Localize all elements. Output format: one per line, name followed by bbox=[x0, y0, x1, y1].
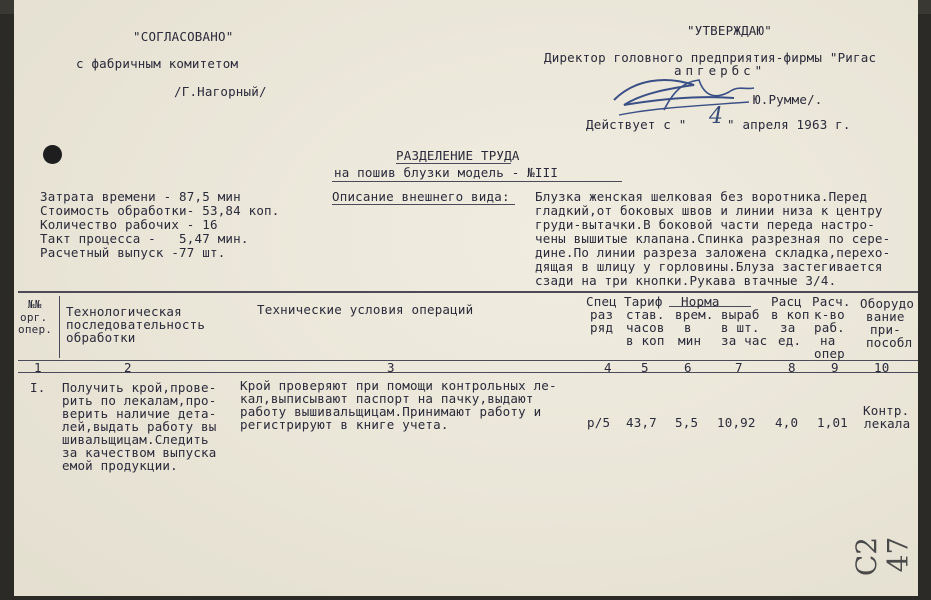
header-workers: Расч. bbox=[812, 294, 851, 309]
stat-workers: Количество рабочих - 16 bbox=[40, 217, 218, 232]
column-number: 7 bbox=[735, 360, 743, 375]
column-number: 5 bbox=[641, 360, 649, 375]
cell-equipment: лекала bbox=[864, 416, 911, 431]
stat-output: Расчетный выпуск -77 шт. bbox=[40, 245, 226, 260]
cell-output: 10,92 bbox=[717, 415, 756, 430]
pencil-mark: 47 bbox=[881, 536, 915, 573]
header-rate: Тариф bbox=[624, 294, 663, 309]
header-grade: Спец bbox=[586, 294, 617, 309]
cell-grade: р/5 bbox=[587, 415, 611, 430]
column-number: 3 bbox=[387, 360, 395, 375]
header-rate: став. bbox=[626, 307, 665, 322]
column-number: 9 bbox=[831, 360, 839, 375]
sequence-line: лей,выдать работу вы bbox=[62, 419, 217, 434]
header-output: за час bbox=[721, 333, 768, 348]
header-rate: часов bbox=[626, 320, 665, 335]
header-time: в bbox=[684, 320, 692, 335]
agreed-heading: "СОГЛАСОВАНО" bbox=[133, 29, 234, 44]
column-number: 1 bbox=[34, 360, 42, 375]
header-workers: на bbox=[820, 333, 836, 348]
signatory-left: /Г.Нагорный/ bbox=[174, 84, 267, 99]
conditions-line: Крой проверяют при помощи контрольных ле- bbox=[240, 378, 557, 393]
description-line: дящая в шлицу у горловины.Блуза застегивается bbox=[535, 259, 883, 274]
column-number: 10 bbox=[874, 360, 890, 375]
header-equipment: вание bbox=[866, 309, 905, 324]
conditions-line: регистрируют в книге учета. bbox=[240, 417, 449, 432]
description-line: чены вышитые клапана.Спинка разрезная по сере- bbox=[535, 231, 891, 246]
director-line1: Директор головного предприятия-фирмы "Ригас bbox=[544, 50, 877, 65]
title-underline bbox=[396, 163, 511, 164]
document-title: РАЗДЕЛЕНИЕ ТРУДА bbox=[396, 148, 520, 163]
punch-hole bbox=[43, 145, 62, 164]
table-top-rule bbox=[18, 291, 918, 293]
document-page bbox=[14, 0, 918, 596]
header-op-no: опер. bbox=[18, 323, 53, 336]
cell-workers: 1,01 bbox=[817, 415, 848, 430]
header-price: за bbox=[780, 320, 796, 335]
column-number: 6 bbox=[684, 360, 692, 375]
sequence-line: Получить крой,прове- bbox=[62, 380, 217, 395]
header-workers: к-во bbox=[814, 307, 845, 322]
sequence-line: шивальщицам.Следить bbox=[62, 432, 209, 447]
description-label: Описание внешнего вида: bbox=[332, 189, 510, 204]
header-rate: в коп bbox=[626, 333, 665, 348]
column-divider bbox=[59, 296, 60, 358]
stat-time: Затрата времени - 87,5 мин bbox=[40, 189, 241, 204]
description-line: сзади на три кнопки.Рукава втачные 3/4. bbox=[535, 273, 837, 288]
table-numbers-rule bbox=[18, 372, 918, 373]
header-workers: раб. bbox=[814, 320, 845, 335]
column-number: 2 bbox=[124, 360, 132, 375]
sequence-line: верить наличие дета- bbox=[62, 406, 217, 421]
header-price: Расц bbox=[771, 294, 802, 309]
description-label-underline bbox=[332, 204, 515, 205]
header-conditions: Технические условия операций bbox=[257, 302, 474, 317]
approved-heading: "УТВЕРЖДАЮ" bbox=[687, 23, 772, 38]
conditions-line: кал,выписывают паспорт на пачку,выдают bbox=[240, 391, 534, 406]
header-sequence: последовательность bbox=[66, 317, 206, 332]
effective-prefix: Действует с " bbox=[586, 117, 687, 132]
cell-rate: 43,7 bbox=[626, 415, 657, 430]
header-workers: опер bbox=[814, 346, 845, 361]
description-line: гладкий,от боковых швов и линии низа к центру bbox=[535, 203, 883, 218]
pencil-mark: С2 bbox=[850, 536, 884, 577]
stat-cost: Стоимость обработки- 53,84 коп. bbox=[40, 203, 280, 218]
header-time: мин bbox=[678, 333, 702, 348]
header-time: врем. bbox=[675, 307, 714, 322]
cell-equipment: Контр. bbox=[863, 403, 910, 418]
cell-price: 4,0 bbox=[775, 415, 799, 430]
conditions-line: работу вышивальщицам.Принимают работу и bbox=[240, 404, 542, 419]
subtitle-underline bbox=[332, 181, 622, 182]
header-sequence: Технологическая bbox=[66, 304, 182, 319]
header-price: в коп bbox=[771, 307, 810, 322]
committee-text: с фабричным комитетом bbox=[76, 56, 239, 71]
header-op-no: №№ bbox=[28, 298, 42, 311]
header-op-no: орг. bbox=[20, 311, 48, 324]
sequence-line: за качеством выпуска bbox=[62, 445, 217, 460]
row-number: I. bbox=[30, 380, 46, 395]
description-line: груди-вытачки.В боковой части переда настро- bbox=[535, 217, 875, 232]
stat-takt: Такт процесса - 5,47 мин. bbox=[40, 231, 249, 246]
header-output: в шт. bbox=[721, 320, 760, 335]
header-output: выраб bbox=[721, 307, 760, 322]
header-equipment: пособл bbox=[866, 335, 913, 350]
column-number: 4 bbox=[604, 360, 612, 375]
header-norm: Норма bbox=[681, 294, 720, 309]
description-line: Блузка женская шелковая без воротника.Перед bbox=[535, 189, 868, 204]
effective-day-handwritten: 4 bbox=[709, 104, 723, 129]
header-equipment: при- bbox=[870, 322, 901, 337]
cell-time: 5,5 bbox=[675, 415, 699, 430]
sequence-line: рить по лекалам,про- bbox=[62, 393, 217, 408]
header-grade: ряд bbox=[590, 320, 614, 335]
director-line2: апгербс" bbox=[674, 63, 767, 78]
sequence-line: емой продукции. bbox=[62, 458, 178, 473]
effective-suffix: " апреля 1963 г. bbox=[727, 117, 851, 132]
signatory-right: Ю.Румме/. bbox=[753, 92, 823, 107]
document-subtitle: на пошив блузки модель - №III bbox=[334, 165, 559, 180]
header-price: ед. bbox=[778, 333, 802, 348]
header-grade: раз bbox=[590, 307, 614, 322]
description-line: дине.По линии разреза заложена складка,перехо- bbox=[535, 245, 891, 260]
column-number: 8 bbox=[788, 360, 796, 375]
table-header-rule bbox=[18, 360, 918, 361]
header-equipment: Оборудо bbox=[860, 296, 915, 311]
header-sequence: обработки bbox=[66, 330, 136, 345]
